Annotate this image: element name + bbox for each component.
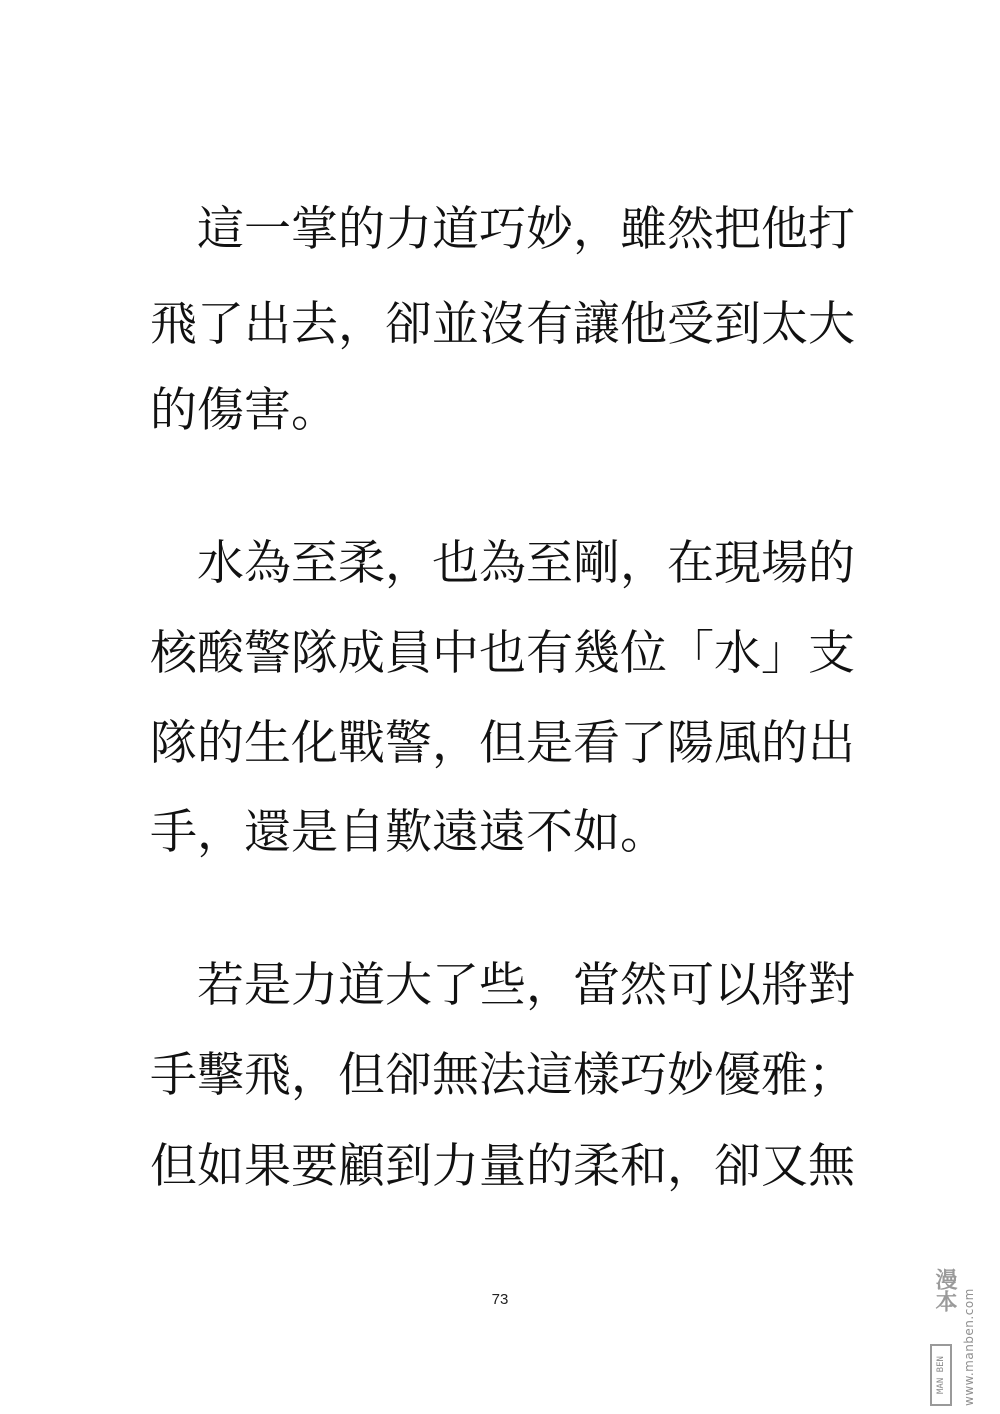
body-text-line: 手擊飛，但卻無法這樣巧妙優雅；	[150, 1048, 855, 1103]
body-text-line: 水為至柔，也為至剛，在現場的	[150, 536, 855, 591]
site-watermark	[930, 1268, 992, 1408]
body-text-line: 若是力道大了些，當然可以將對	[150, 958, 855, 1013]
watermark-box-logo: MAN BEN	[930, 1344, 952, 1406]
body-text-line: 飛了出去，卻並沒有讓他受到太大	[150, 297, 855, 352]
body-text-line: 但如果要顧到力量的柔和，卻又無	[150, 1139, 855, 1194]
watermark-brand: 漫本	[932, 1268, 957, 1312]
watermark-url: www.manben.com	[962, 1288, 976, 1406]
body-text-line: 隊的生化戰警，但是看了陽風的出	[150, 716, 855, 771]
body-text-line: 核酸警隊成員中也有幾位「水」支	[150, 626, 855, 681]
body-text-line: 手，還是自歎遠遠不如。	[150, 805, 667, 860]
body-text-line: 這一掌的力道巧妙，雖然把他打	[150, 202, 855, 257]
body-text-line: 的傷害。	[150, 383, 338, 438]
page-number: 73	[491, 1291, 509, 1308]
